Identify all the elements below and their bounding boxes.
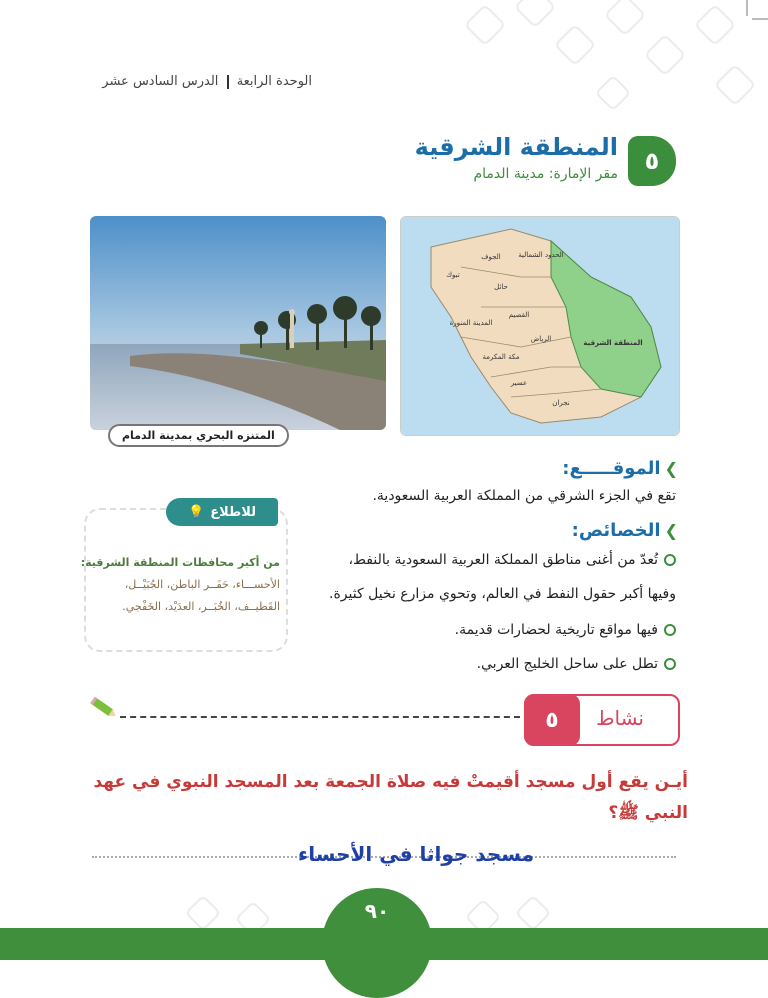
bullet-icon — [664, 554, 676, 566]
question-line-2: النبي ﷺ؟ — [608, 803, 688, 823]
map-label-makkah: مكة المكرمة — [482, 353, 520, 361]
region-number-badge: ٥ — [628, 136, 676, 186]
activity-dashed-line — [120, 716, 520, 718]
unit-label: الوحدة الرابعة — [236, 74, 312, 89]
feature-item: تطل على ساحل الخليج العربي. — [477, 656, 676, 672]
location-heading: ❯الموقـــــع: — [562, 458, 678, 479]
map-label-madinah: المدينة المنورة — [449, 319, 493, 327]
pencil-icon — [88, 694, 120, 726]
map-label-qassim: القصيم — [508, 311, 530, 319]
region-title: المنطقة الشرقية — [414, 133, 618, 161]
map-label-riyadh: الرياض — [530, 335, 552, 343]
bullet-icon — [664, 624, 676, 636]
info-tag: للاطلاع 💡 — [166, 498, 278, 526]
map-label-asir: عسير — [510, 379, 528, 387]
region-capital: مقر الإمارة: مدينة الدمام — [473, 166, 618, 182]
page-number: ٩٠ — [322, 888, 432, 998]
map-label-hail: حائل — [494, 283, 508, 291]
handwritten-answer[interactable]: مسجد جواثا في الأحساء — [298, 842, 534, 866]
dammam-corniche-photo — [90, 216, 386, 430]
info-line: القَطيــف، الخُبَــر، العدَيْد، الخَفْجي. — [122, 600, 280, 613]
map-label-northern: الحدود الشمالية — [518, 251, 564, 259]
activity-label: نشاط — [596, 706, 644, 730]
location-text: تقع في الجزء الشرقي من المملكة العربية السعودية. — [372, 488, 676, 504]
info-line: الأحســـاء، حَفَــر الباطن، الجُبَيْــل، — [124, 578, 280, 591]
separator — [227, 75, 229, 89]
activity-number: ٥ — [524, 694, 580, 746]
saudi-regions-map — [400, 216, 680, 436]
info-heading: من أكبر محافظات المنطقة الشرقية: — [80, 556, 280, 569]
feature-item-continuation: وفيها أكبر حقول النفط في العالم، وتحوي مزارع نخيل كثيرة. — [329, 586, 676, 602]
feature-item: تُعدّ من أغنى مناطق المملكة العربية السعودية بالنفط، — [348, 552, 676, 568]
crop-mark — [752, 18, 768, 20]
map-label-eastern: المنطقة الشرقية — [583, 339, 643, 347]
lesson-breadcrumb — [102, 74, 312, 89]
chevron-icon: ❯ — [664, 459, 678, 478]
map-label-jouf: الجوف — [481, 253, 501, 261]
features-heading: ❯الخصائص: — [571, 520, 678, 541]
lesson-label: الدرس السادس عشر — [102, 74, 219, 89]
map-label-tabuk: تبوك — [446, 271, 460, 279]
question-line-1: أيـن يقع أول مسجد أقيمتْ فيه صلاة الجمعة بعد المسجد النبوي في عهد — [93, 772, 688, 792]
bullet-icon — [664, 658, 676, 670]
crop-mark — [746, 0, 748, 16]
lightbulb-icon: 💡 — [188, 504, 205, 520]
photo-caption: المتنزه البحري بمدينة الدمام — [108, 424, 289, 447]
chevron-icon: ❯ — [664, 521, 678, 540]
map-label-najran: نجران — [552, 399, 570, 407]
feature-item: فيها مواقع تاريخية لحضارات قديمة. — [455, 622, 676, 638]
